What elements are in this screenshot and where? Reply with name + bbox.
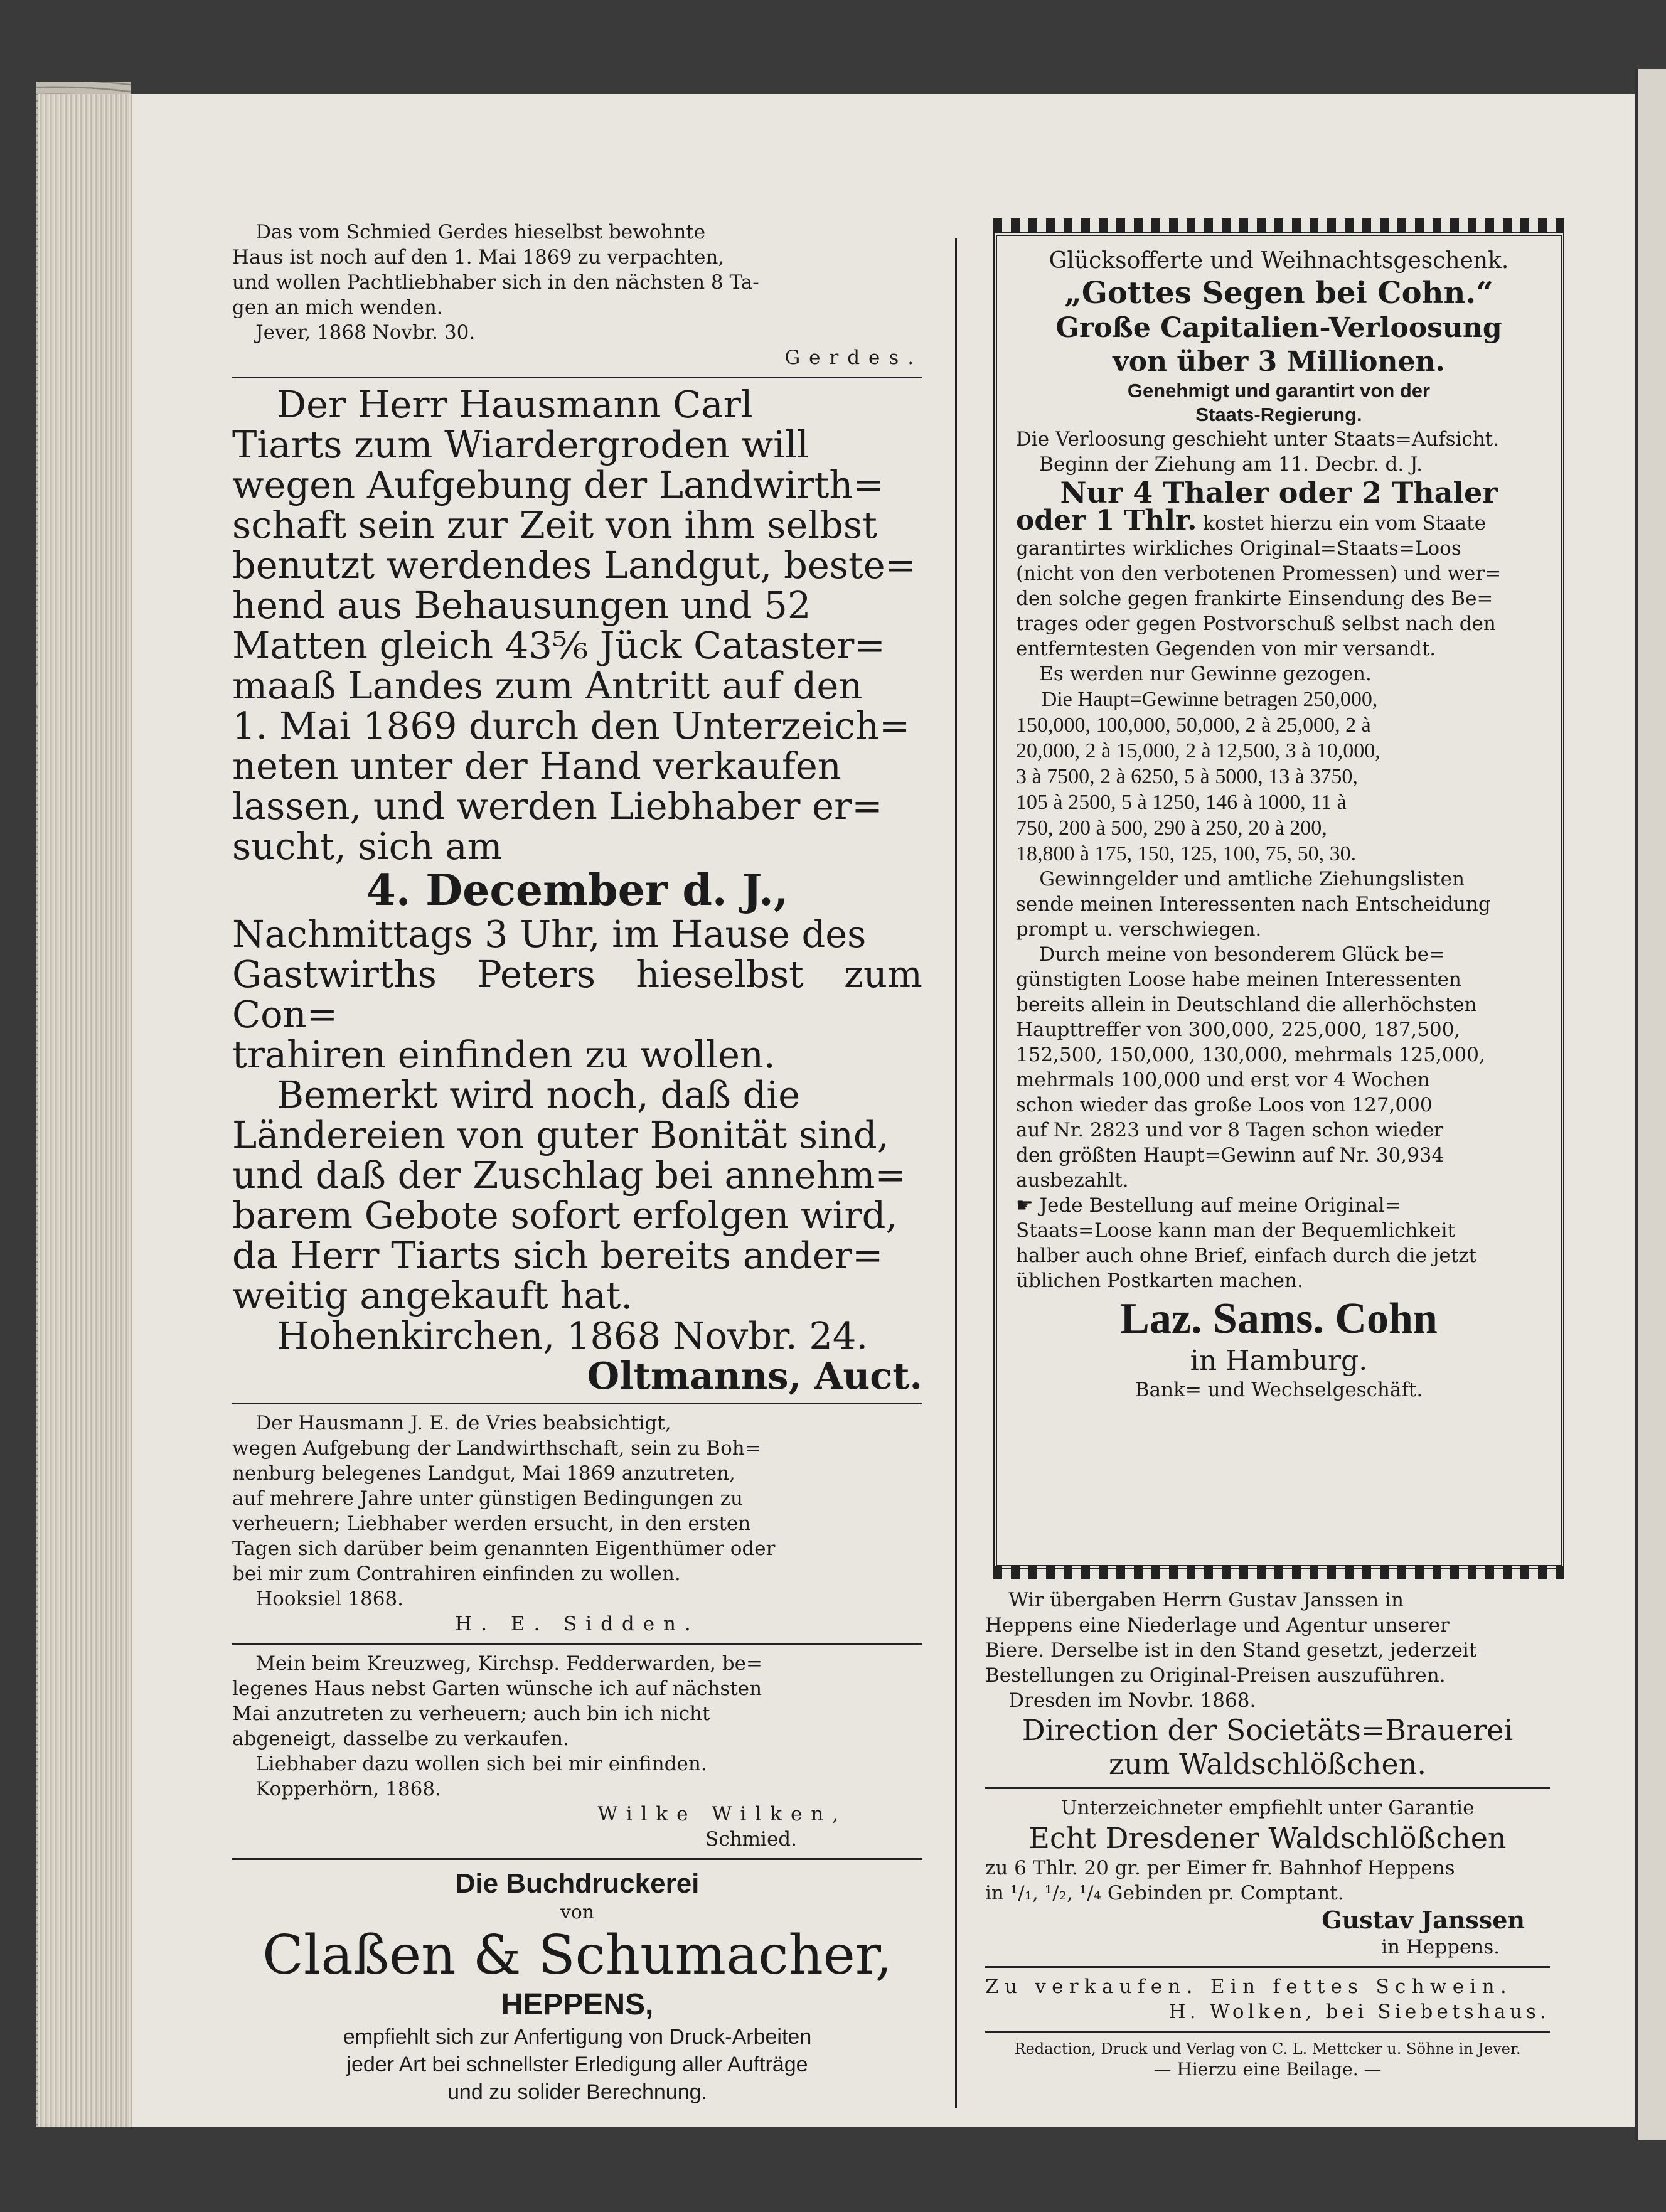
divider — [232, 1858, 922, 1860]
prize-line: 3 à 7500, 2 à 6250, 5 à 5000, 13 à 3750, — [1016, 765, 1358, 788]
ad-line: Wir übergaben Herrn Gustav Janssen in — [1008, 1589, 1404, 1611]
ad-line: Gewinngelder und amtliche Ziehungslisten — [1039, 868, 1465, 890]
imprint: Redaction, Druck und Verlag von C. L. Mettcker u. Söhne in Jever. — [1014, 2040, 1521, 2058]
right-column-lower — [985, 1588, 1550, 2080]
prize-line: 105 à 2500, 5 à 1250, 146 à 1000, 11 à — [1016, 791, 1347, 814]
ad-line: halber auch ohne Brief, einfach durch die jetzt — [1016, 1244, 1476, 1267]
lottery-approval: Genehmigt und garantirt von der — [1127, 380, 1431, 402]
ad-line: Durch meine von besonderem Glück be= — [1039, 943, 1445, 966]
ad-line: gen an mich wenden. — [232, 296, 443, 319]
lottery-city: in Hamburg. — [1190, 1345, 1368, 1377]
place-date: Hooksiel 1868. — [255, 1588, 404, 1610]
divider — [985, 1966, 1550, 1968]
ad-line: Jede Bestellung auf meine Original= — [1039, 1194, 1401, 1217]
ad-line: günstigten Loose habe meinen Interessenten — [1016, 968, 1461, 991]
ad-line: wegen Aufgebung der Landwirth= — [232, 463, 884, 506]
ad-line: (nicht von den verbotenen Promessen) und wer= — [1016, 562, 1502, 585]
lottery-price: Nur 4 Thaler oder 2 Thaler — [1060, 476, 1498, 510]
ad-line: sende meinen Interessenten nach Entscheidung — [1016, 893, 1491, 916]
ad-line: wegen Aufgebung der Landwirthschaft, sein zu Boh= — [232, 1437, 761, 1460]
ad-line: Gastwirths Peters hieselbst zum Con= — [232, 953, 922, 1036]
lottery-prizes — [1016, 687, 1542, 867]
ad-line: trages oder gegen Postvorschuß selbst nach den — [1016, 612, 1496, 635]
ad-line: schaft sein zur Zeit von ihm selbst — [232, 503, 877, 547]
firm-name: Claßen & Schumacher, — [262, 1924, 892, 1987]
ad-line: benutzt werdendes Landgut, beste= — [232, 543, 917, 587]
lottery-title: „Gottes Segen bei Cohn.“ — [1064, 275, 1493, 311]
place-date: Jever, 1868 Novbr. 30. — [255, 321, 476, 344]
product-name: Echt Dresdener Waldschlößchen — [1028, 1821, 1507, 1855]
ad-line — [1016, 1193, 1542, 1218]
ad-line: Ländereien von guter Bonität sind, — [232, 1113, 889, 1157]
ad-line: empfiehlt sich zur Anfertigung von Druck-Arbeiten — [343, 2025, 812, 2049]
frame-ornament-bottom — [993, 1566, 1564, 1579]
ad-line: jeder Art bei schnellster Erledigung aller Aufträge — [346, 2053, 808, 2076]
ad-brewery — [985, 1588, 1550, 1713]
ad-line: Die Verloosung geschieht unter Staats=Aufsicht. — [1016, 428, 1500, 451]
brewery-name: zum Waldschlößchen. — [1109, 1747, 1426, 1781]
ad-line: da Herr Tiarts sich bereits ander= — [232, 1234, 884, 1277]
ad-line: Zu verkaufen. Ein fettes Schwein. — [985, 1975, 1513, 1998]
signature: Gerdes. — [784, 346, 922, 369]
signature: H. E. Sidden. — [455, 1613, 700, 1635]
lottery-header: Glücksofferte und Weihnachtsgeschenk. — [1049, 248, 1509, 274]
ad-line: trahiren einfinden zu wollen. — [232, 1033, 776, 1076]
lottery-text — [1016, 536, 1542, 687]
prize-line: 18,800 à 175, 150, 125, 100, 75, 50, 30. — [1016, 842, 1357, 865]
divider — [232, 1643, 922, 1645]
ad-line: verheuern; Liebhaber werden ersucht, in den ersten — [232, 1512, 751, 1535]
ad-line: Haupttreffer von 300,000, 225,000, 187,500, — [1016, 1018, 1461, 1041]
ad-line: bei mir zum Contrahiren einfinden zu wollen. — [232, 1563, 681, 1585]
ad-gerdes — [232, 220, 922, 370]
ad-line: und zu solider Berechnung. — [447, 2080, 707, 2104]
ad-line: Beginn der Ziehung am 11. Decbr. d. J. — [1039, 453, 1423, 476]
ad-line: Liebhaber dazu wollen sich bei mir einfinden. — [255, 1753, 707, 1775]
ad-line: Tagen sich darüber beim genannten Eigenthümer oder — [232, 1537, 776, 1560]
lottery-price-line — [1016, 505, 1542, 537]
divider — [232, 1403, 922, 1404]
ad-line: ausbezahlt. — [1016, 1169, 1129, 1192]
prize-line: Die Haupt=Gewinne betragen 250,000, — [1041, 688, 1378, 711]
ad-line: Mein beim Kreuzweg, Kirchsp. Fedderwarden, be= — [255, 1652, 762, 1675]
ad-line: Bemerkt wird noch, daß die — [276, 1073, 801, 1116]
signature: Oltmanns, Auct. — [587, 1354, 922, 1397]
ad-line: in ¹/₁, ¹/₂, ¹/₄ Gebinden pr. Comptant. — [985, 1882, 1344, 1905]
ad-line: barem Gebote sofort erfolgen wird, — [232, 1194, 898, 1237]
ad-line: Die Buchdruckerei — [455, 1868, 700, 1899]
facing-page-edge — [1635, 69, 1666, 2140]
ad-buchdruckerei — [232, 1866, 922, 2106]
firm-place: HEPPENS, — [501, 1988, 654, 2021]
lottery-approval: Staats-Regierung. — [1195, 403, 1362, 425]
ad-line: Das vom Schmied Gerdes hieselbst bewohnte — [255, 221, 706, 243]
ad-line: Haus ist noch auf den 1. Mai 1869 zu verpachten, — [232, 246, 725, 269]
divider — [985, 2031, 1550, 2033]
ad-line: den größten Haupt=Gewinn auf Nr. 30,934 — [1016, 1144, 1444, 1167]
ad-line: entferntesten Gegenden von mir versandt. — [1016, 638, 1436, 660]
ad-line: Mai anzutreten zu verheuern; auch bin ich nicht — [232, 1702, 710, 1725]
signature-place: in Heppens. — [1381, 1936, 1500, 1958]
divider — [985, 1787, 1550, 1789]
lottery-business: Bank= und Wechselgeschäft. — [1135, 1379, 1423, 1401]
ad-line: neten unter der Hand verkaufen — [232, 744, 841, 788]
ad-line: maaß Landes zum Antritt auf den — [232, 664, 863, 707]
ad-de-vries — [232, 1411, 922, 1637]
ad-line: garantirtes wirkliches Original=Staats=Loos — [1016, 537, 1461, 560]
ad-line: üblichen Postkarten machen. — [1016, 1269, 1303, 1292]
signature: Gustav Janssen — [1322, 1906, 1525, 1934]
ad-line: sucht, sich am — [232, 825, 503, 868]
ad-line: 152,500, 150,000, 130,000, mehrmals 125,000, — [1016, 1044, 1485, 1066]
ad-tiarts — [232, 385, 922, 1396]
ad-line: Unterzeichneter empfiehlt unter Garantie — [1060, 1797, 1475, 1819]
divider — [232, 377, 922, 378]
ad-line: kostet hierzu ein vom Staate — [1203, 512, 1486, 535]
ad-line: Bestellungen zu Original-Preisen auszuführen. — [985, 1664, 1446, 1687]
supplement-note: — Hierzu eine Beilage. — — [1153, 2059, 1382, 2080]
lottery-subtitle: von über 3 Millionen. — [1113, 346, 1445, 378]
left-column — [232, 220, 922, 2106]
lottery-firm: Laz. Sams. Cohn — [1120, 1295, 1438, 1343]
ad-line: legenes Haus nebst Garten wünsche ich auf nächsten — [232, 1677, 762, 1700]
ad-line: von — [560, 1901, 595, 1923]
page-stack — [38, 94, 132, 2127]
ad-line: hend aus Behausungen und 52 — [232, 584, 811, 627]
ad-line: Matten gleich 43⁵⁄₆ Jück Cataster= — [232, 624, 885, 667]
lottery-ad-frame — [993, 232, 1564, 1569]
lottery-text — [1016, 867, 1542, 1293]
lottery-price-bold: oder 1 Thlr. — [1016, 505, 1197, 537]
ad-line: H. Wolken, bei Siebetshaus. — [1168, 2001, 1550, 2023]
ad-line: lassen, und werden Liebhaber er= — [232, 784, 883, 828]
lottery-subtitle: Große Capitalien-Verloosung — [1055, 312, 1502, 344]
place-date: Hohenkirchen, 1868 Novbr. 24. — [276, 1314, 868, 1357]
ad-line: zu 6 Thlr. 20 gr. per Eimer fr. Bahnhof Heppens — [985, 1857, 1455, 1879]
ad-line: und daß der Zuschlag bei annehm= — [232, 1153, 906, 1197]
ad-line: mehrmals 100,000 und erst vor 4 Wochen — [1016, 1069, 1430, 1091]
column-divider — [955, 238, 957, 2108]
date-heading: 4. December d. J., — [366, 865, 789, 916]
ad-line: 1. Mai 1869 durch den Unterzeich= — [232, 704, 910, 747]
prize-line: 150,000, 100,000, 50,000, 2 à 25,000, 2 à — [1016, 713, 1371, 737]
ad-wilken — [232, 1651, 922, 1852]
frame-ornament-top — [993, 218, 1564, 232]
ad-line: Staats=Loose kann man der Bequemlichkeit — [1016, 1219, 1455, 1242]
ad-line: Biere. Derselbe ist in den Stand gesetzt, jederzeit — [985, 1639, 1477, 1662]
ad-line: Heppens eine Niederlage und Agentur unserer — [985, 1614, 1450, 1637]
ad-line: Es werden nur Gewinne gezogen. — [1039, 663, 1372, 685]
ad-line: den solche gegen frankirte Einsendung des Be= — [1016, 587, 1493, 610]
prize-line: 750, 200 à 500, 290 à 250, 20 à 200, — [1016, 816, 1327, 840]
signature: Wilke Wilken, — [597, 1803, 847, 1825]
ad-line: nenburg belegenes Landgut, Mai 1869 anzutreten, — [232, 1462, 735, 1485]
ad-line: Nachmittags 3 Uhr, im Hause des — [232, 912, 867, 956]
prize-line: 20,000, 2 à 15,000, 2 à 12,500, 3 à 10,000, — [1016, 739, 1380, 762]
signature-title: Schmied. — [705, 1828, 797, 1851]
ad-line: schon wieder das große Loos von 127,000 — [1016, 1094, 1433, 1116]
place-date: Dresden im Novbr. 1868. — [1008, 1689, 1256, 1712]
ad-line: abgeneigt, dasselbe zu verkaufen. — [232, 1728, 569, 1750]
brewery-name: Direction der Societäts=Brauerei — [1022, 1713, 1514, 1747]
ad-line: Tiarts zum Wiardergroden will — [232, 423, 809, 466]
pointing-hand-icon: ☛ — [1016, 1194, 1033, 1217]
lottery-text — [1016, 427, 1542, 477]
ad-line: Der Hausmann J. E. de Vries beabsichtigt, — [255, 1412, 671, 1435]
ad-line: auf Nr. 2823 und vor 8 Tagen schon wieder — [1016, 1119, 1444, 1141]
ad-line: Der Herr Hausmann Carl — [276, 383, 753, 426]
place-date: Kopperhörn, 1868. — [255, 1778, 441, 1800]
ad-line: und wollen Pachtliebhaber sich in den nächsten 8 Ta- — [232, 271, 759, 294]
ad-line: auf mehrere Jahre unter günstigen Bedingungen zu — [232, 1487, 743, 1510]
ad-line: prompt u. verschwiegen. — [1016, 918, 1262, 941]
ad-line: bereits allein in Deutschland die allerhöchsten — [1016, 993, 1477, 1016]
ad-line: weitig angekauft hat. — [232, 1274, 633, 1317]
